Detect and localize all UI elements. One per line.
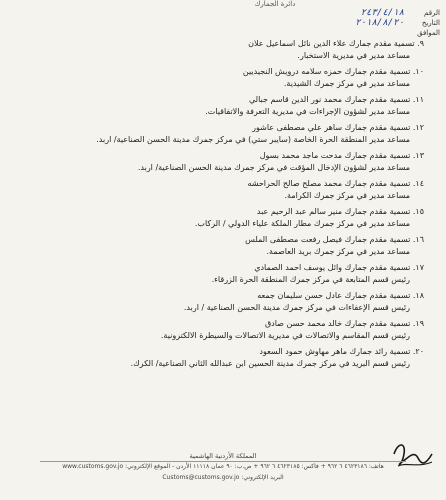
reference-row (310, 8, 440, 18)
entry-position: رئيس قسم الإعفاءات في مركز جمرك مدينة الحسن الصناعية / اربد. (183, 302, 410, 312)
entry-title: ١٩. تسمية مقدم جمارك خالد محمد حسن صادق (264, 319, 424, 328)
entry-title: ١٥. تسمية مقدم جمارك منير سالم عبد الرحيم عبد (256, 207, 424, 216)
list-item (24, 94, 424, 117)
list-item (24, 66, 424, 89)
entry-position: مساعد مدير المنطقة الحرة الخاصة (سايبر ستي) في مركز جمرك مدينة الحسن الصناعية/ اربد. (96, 134, 410, 144)
entry-position: مساعد مدير في مركز جمرك مطار الملكة علياء الدولي / الركاب. (194, 218, 410, 228)
list-item (24, 178, 424, 201)
entry-title: ٢٠. تسمية رائد جمارك ماهر مهاوش حمود السعود (259, 347, 424, 356)
entry-title: ١٧. تسمية مقدم جمارك وائل يوسف احمد الصمادي (254, 263, 424, 272)
corresponding-row (310, 28, 440, 38)
date-value: ٢٠١٨/٨/٢٠ (355, 18, 404, 28)
list-item (24, 122, 424, 145)
entry-title: ١٦. تسمية مقدم جمارك فيصل رفعت مصطفى الملس (245, 235, 424, 244)
footer (0, 452, 446, 482)
list-item (24, 150, 424, 173)
entry-title: ٩. تسمية مقدم جمارك علاء الدين نائل اسماعيل علان (248, 39, 424, 48)
document-meta (310, 8, 440, 38)
entry-position: رئيس قسم البريد في مركز جمرك مدينة الحسين ابن عبدالله الثاني الصناعية/ الكرك. (130, 358, 410, 368)
entry-position: مساعد مدير لشؤون الإدخال المؤقت في مركز جمرك مدينة الحسن الصناعية/ اربد. (137, 162, 410, 172)
entry-title: ١٠. تسمية مقدم جمارك حمزه سلامه درويش النجيديين (242, 67, 424, 76)
reference-label: الرقم (424, 9, 440, 17)
corresponding-label: الموافق (417, 29, 440, 37)
entry-position: مساعد مدير في مركز جمرك الشيدية. (283, 78, 410, 88)
entry-position: مساعد مدير في مركز جمرك الكرامة. (284, 190, 410, 200)
entry-title: ١٨. تسمية مقدم جمارك عادل حسن سليمان جمعه (257, 291, 424, 300)
footer-contact: هاتف: ٤٦٢٣١٨٦ ٦ ٩٦٢ + فاكس: ٤٦٢٣١٨٥ ٦ ٩٦٢ + ص.ب: ٩٠ عمان ١١١١٨ الأردن - الموقع الإلكتروني: www.customs.gov.jo (62, 463, 384, 470)
entry-title: ١٣. تسمية مقدم جمارك مدحت ماجد محمد بسول (259, 151, 424, 160)
appointments-list (24, 38, 424, 374)
entry-position: مساعد مدير في مديرية الاستخبار. (297, 50, 410, 60)
list-item (24, 318, 424, 341)
entry-position: رئيس قسم المتابعة في مركز جمرك المنطقة الحرة الزرقاء. (211, 274, 410, 284)
date-row (310, 18, 440, 28)
entry-position: مساعد مدير لشؤون الإجراءات في مديرية التعرفة والاتفاقيات. (205, 106, 410, 116)
list-item (24, 346, 424, 369)
list-item (24, 38, 424, 61)
footer-department: المملكة الأردنية الهاشمية (189, 452, 257, 460)
date-label: التاريخ (421, 19, 440, 27)
entry-position: رئيس قسم المقاسم والاتصالات في مديرية الاتصالات والسيطرة الالكترونية. (160, 330, 410, 340)
footer-email: البريد الإلكتروني: Customs@customs.gov.jo (162, 474, 284, 481)
list-item (24, 262, 424, 285)
entry-title: ١٢. تسمية مقدم جمارك ساهر علي مصطفى عاشور (252, 123, 424, 132)
entry-position: مساعد مدير في مركز جمرك بريد العاصمة. (266, 246, 410, 256)
list-item (24, 290, 424, 313)
reference-value: ٢٤٣/٤/١٨ (360, 8, 404, 18)
entry-title: ١٤. تسمية مقدم جمارك محمد مصلح صالح الحراحشه (247, 179, 424, 188)
department-header: دائرة الجمارك (254, 0, 296, 8)
list-item (24, 206, 424, 229)
entry-title: ١١. تسمية مقدم جمارك محمد نور الدين قاسم جبالي (249, 95, 424, 104)
list-item (24, 234, 424, 257)
